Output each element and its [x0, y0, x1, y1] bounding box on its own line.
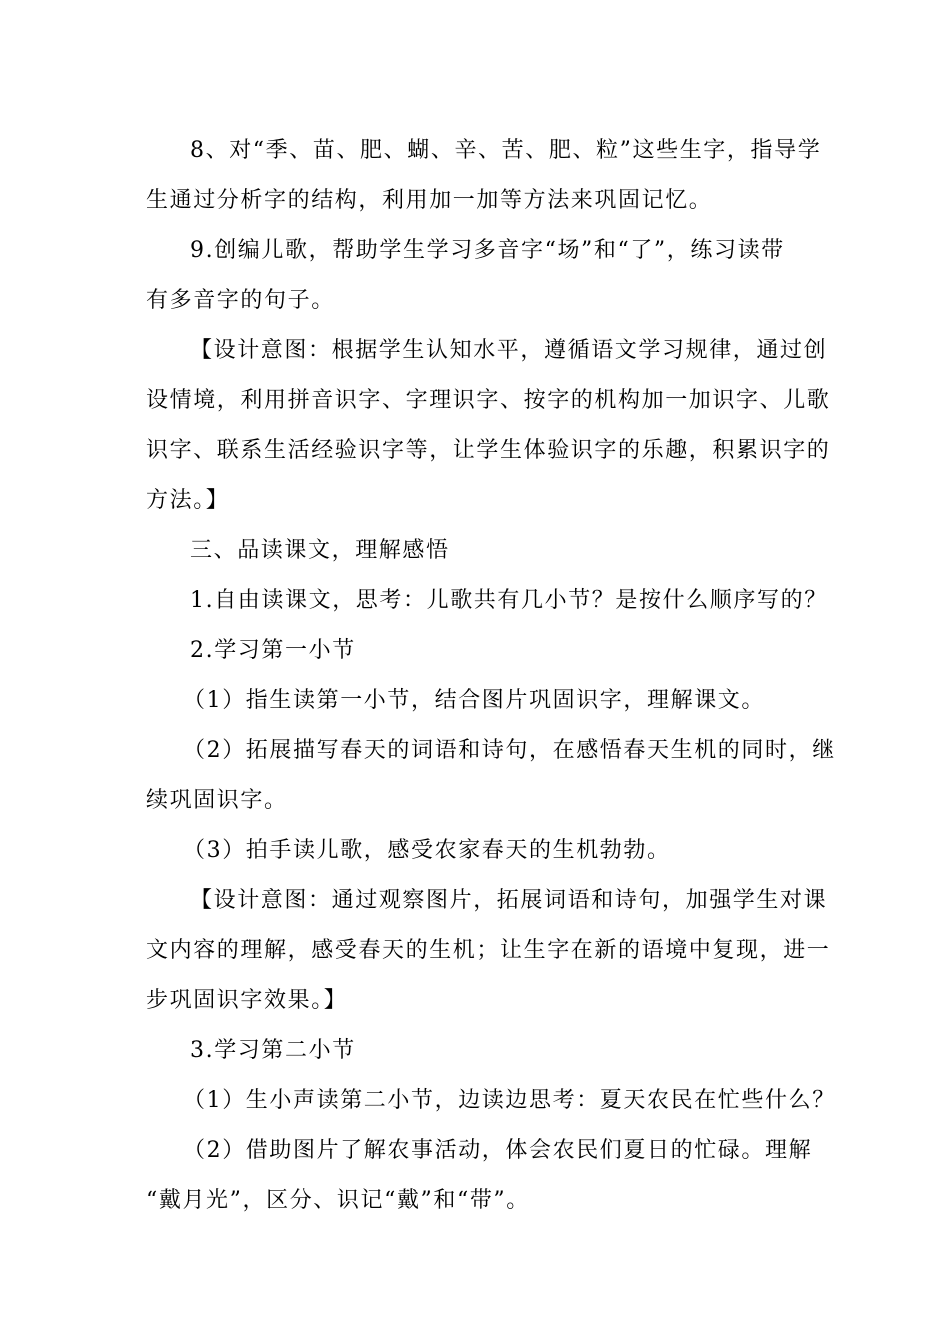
step-3-title: 3.学习第二小节: [190, 1038, 356, 1063]
design-intent-2-line-1: 【设计意图：通过观察图片，拓展词语和诗句，加强学生对课: [190, 888, 828, 913]
step-2-item-3: （3）拍手读儿歌，感受农家春天的生机勃勃。: [183, 838, 671, 863]
step-2-item-2-line-1: （2）拓展描写春天的词语和诗句，在感悟春天生机的同时，继: [183, 738, 836, 763]
design-intent-2-line-3: 步巩固识字效果。】: [146, 988, 348, 1013]
step-2-title: 2.学习第一小节: [190, 638, 356, 663]
design-intent-2-line-2: 文内容的理解，感受春天的生机；让生字在新的语境中复现，进一: [146, 938, 831, 963]
step-2-item-2-line-2: 续巩固识字。: [146, 788, 288, 813]
step-3-item-2-line-1: （2）借助图片了解农事活动，体会农民们夏日的忙碌。理解: [183, 1138, 813, 1163]
paragraph-8-line-1: 8、对“季、苗、肥、蝴、辛、苦、肥、粒”这些生字，指导学: [190, 138, 822, 163]
paragraph-9-line-1: 9.创编儿歌，帮助学生学习多音字“场”和“了”，练习读带: [190, 238, 785, 263]
step-3-item-2-line-2: “戴月光”，区分、识记“戴”和“带”。: [146, 1188, 530, 1213]
section-3-heading: 三、品读课文，理解感悟: [190, 538, 450, 563]
design-intent-1-line-3: 识字、联系生活经验识字等，让学生体验识字的乐趣，积累识字的: [146, 438, 831, 463]
step-3-item-1: （1）生小声读第二小节，边读边思考：夏天农民在忙些什么？: [183, 1088, 836, 1113]
paragraph-9-line-2: 有多音字的句子。: [146, 288, 335, 313]
step-2-item-1: （1）指生读第一小节，结合图片巩固识字，理解课文。: [183, 688, 765, 713]
design-intent-1-line-4: 方法。】: [146, 488, 230, 513]
design-intent-1-line-2: 设情境，利用拼音识字、字理识字、按字的机构加一加识字、儿歌: [146, 388, 831, 413]
paragraph-8-line-2: 生通过分析字的结构，利用加一加等方法来巩固记忆。: [146, 188, 713, 213]
design-intent-1-line-1: 【设计意图：根据学生认知水平，遵循语文学习规律，通过创: [190, 338, 828, 363]
step-1: 1.自由读课文，思考：儿歌共有几小节？是按什么顺序写的？: [190, 588, 828, 613]
